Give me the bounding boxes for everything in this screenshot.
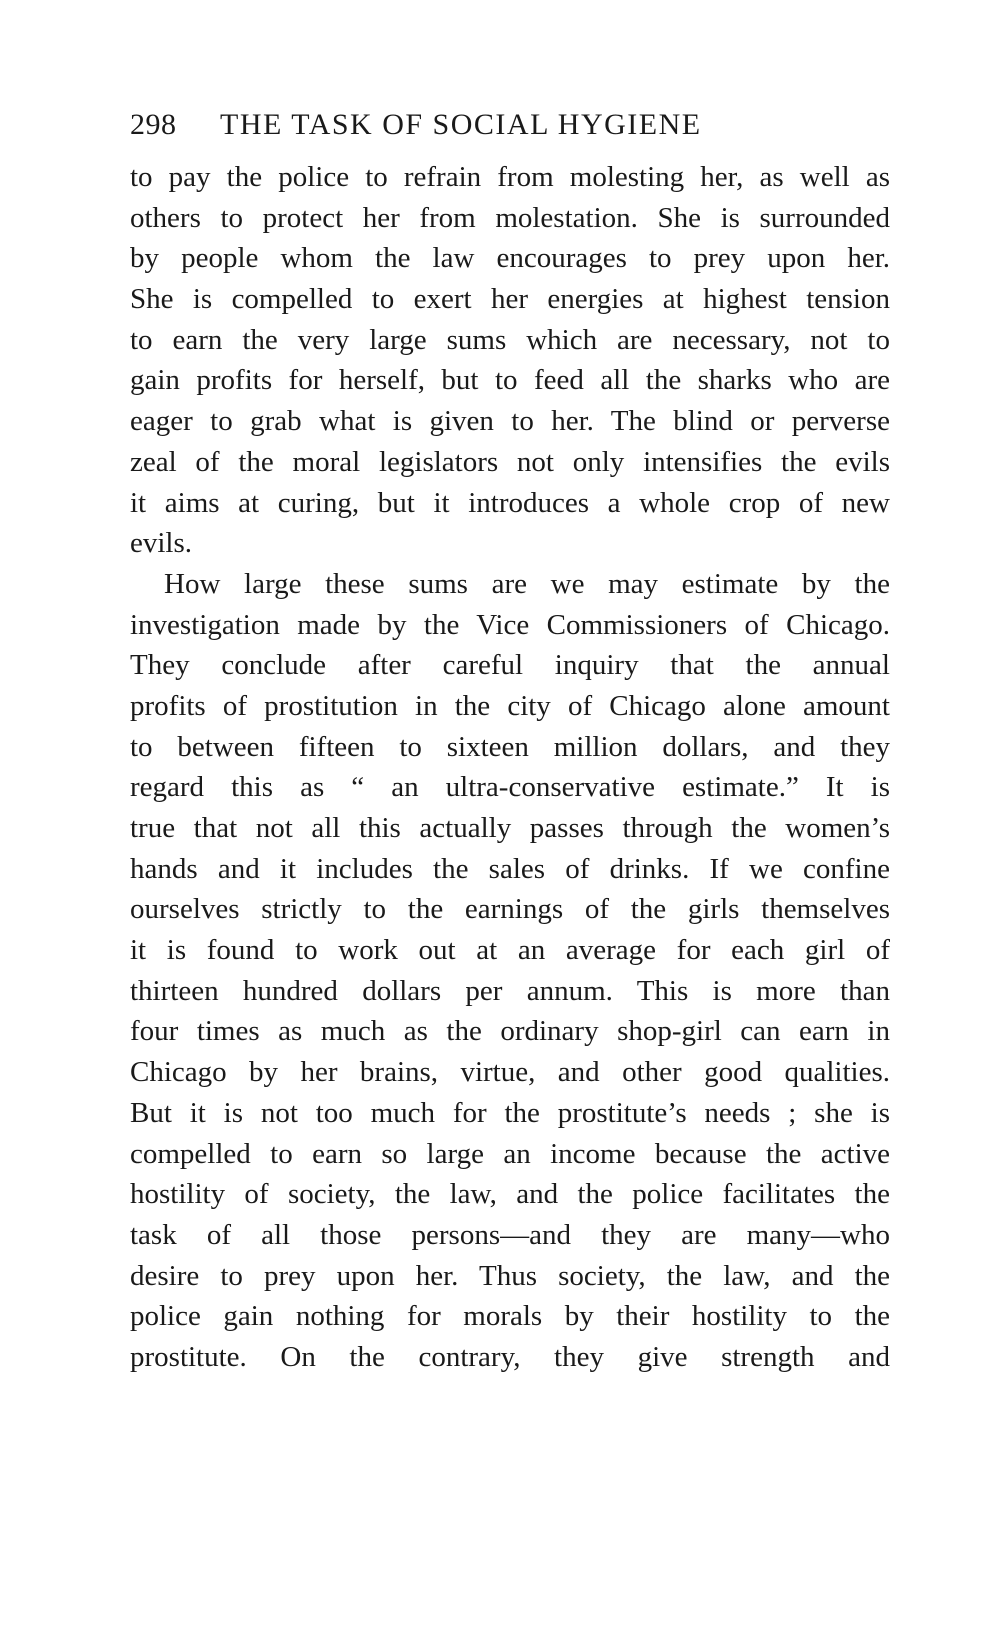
text-line: to earn the very large sums which are necessary, not to bbox=[130, 323, 890, 356]
text-line: She is compelled to exert her energies at highest tension bbox=[130, 283, 890, 316]
text-line: task of all those persons—and they are many—who bbox=[130, 1218, 890, 1251]
text-line: true that not all this actually passes through the women’s bbox=[130, 812, 890, 844]
text-line: police gain nothing for morals by their hostility to the bbox=[130, 1300, 890, 1333]
text-line: They conclude after careful inquiry that the annual bbox=[130, 649, 890, 682]
text-line: zeal of the moral legislators not only intensifies the evils bbox=[130, 445, 890, 478]
text-line: ourselves strictly to the earnings of the girls themselves bbox=[130, 893, 890, 926]
paragraph-first-line: How large these sums are we may estimate by the bbox=[164, 567, 890, 600]
running-title: THE TASK OF SOCIAL HYGIENE bbox=[220, 108, 702, 141]
text-line: by people whom the law encourages to prey upon her. bbox=[130, 242, 890, 275]
text-line: to between fifteen to sixteen million dollars, and they bbox=[130, 730, 890, 763]
text-line: regard this as “ an ultra-conservative estimate.” It is bbox=[130, 771, 890, 804]
text-line: others to protect her from molestation. She is surrounded bbox=[130, 201, 890, 234]
text-line: thirteen hundred dollars per annum. This is more than bbox=[130, 974, 890, 1007]
running-head bbox=[130, 103, 830, 147]
page-number: 298 bbox=[130, 108, 177, 141]
text-line: desire to prey upon her. Thus society, the law, and the bbox=[130, 1259, 890, 1292]
text-line: hands and it includes the sales of drinks. If we confine bbox=[130, 852, 890, 885]
text-line: compelled to earn so large an income because the active bbox=[130, 1137, 890, 1170]
text-line: to pay the police to refrain from molesting her, as well as bbox=[130, 161, 890, 193]
text-line: But it is not too much for the prostitute’s needs ; she is bbox=[130, 1096, 890, 1129]
text-line: prostitute. On the contrary, they give strength and bbox=[130, 1340, 890, 1373]
text-line: four times as much as the ordinary shop-girl can earn in bbox=[130, 1015, 890, 1048]
text-line: it is found to work out at an average for each girl of bbox=[130, 934, 890, 967]
text-line: evils. bbox=[130, 527, 193, 560]
text-line: profits of prostitution in the city of Chicago alone amount bbox=[130, 689, 890, 722]
body-text bbox=[130, 157, 890, 1378]
text-line: Chicago by her brains, virtue, and other good qualities. bbox=[130, 1056, 890, 1089]
text-line: it aims at curing, but it introduces a whole crop of new bbox=[130, 486, 890, 519]
text-line: hostility of society, the law, and the police facilitates the bbox=[130, 1178, 890, 1211]
text-line: gain profits for herself, but to feed all the sharks who are bbox=[130, 364, 890, 397]
text-line: eager to grab what is given to her. The blind or perverse bbox=[130, 405, 890, 438]
text-line: investigation made by the Vice Commissioners of Chicago. bbox=[130, 608, 890, 641]
